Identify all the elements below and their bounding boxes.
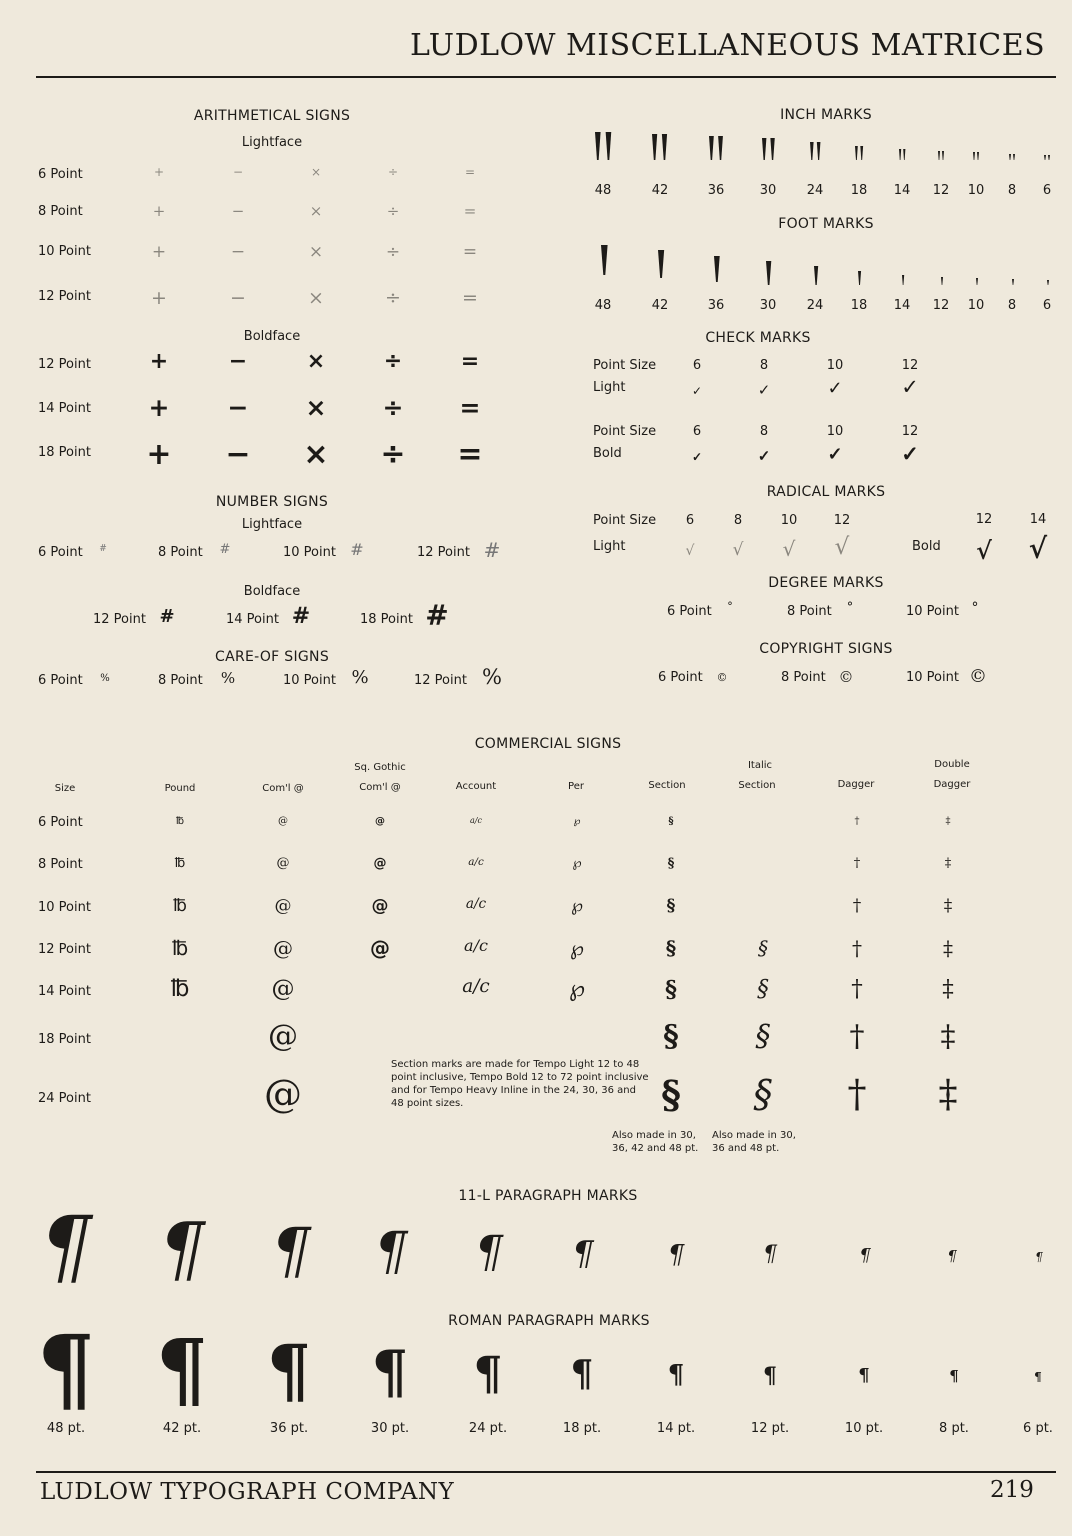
footer-rule <box>36 1471 1056 1473</box>
arith-bold-glyph: = <box>459 393 481 422</box>
number-bold-glyph: # <box>291 603 311 630</box>
inch-mark-size: 36 <box>707 183 725 198</box>
per-glyph: ℘ <box>568 975 586 1002</box>
inch-mark-glyph <box>898 149 906 160</box>
foot-mark-size: 24 <box>806 298 824 313</box>
arith-bold-glyph: × <box>305 393 327 422</box>
foot-mark-size: 48 <box>594 298 612 313</box>
foot-mark-glyph <box>901 275 905 285</box>
care-of-label: 12 Point <box>414 673 467 688</box>
page-number: 219 <box>990 1477 1034 1503</box>
arith-bold-glyph: ÷ <box>380 437 406 472</box>
arith-light-glyph: − <box>230 242 246 262</box>
arith-light-row-label: 6 Point <box>38 167 83 182</box>
care-of-glyph: % <box>100 672 110 684</box>
arith-bold-glyph: + <box>149 349 169 374</box>
number-light-label: 12 Point <box>417 545 470 560</box>
inch-mark-size: 30 <box>759 183 777 198</box>
copyright-glyph: © <box>969 666 987 687</box>
foot-mark-glyph <box>1046 280 1050 285</box>
double-dagger-glyph: ‡ <box>940 1019 956 1054</box>
coml-at-glyph: @ <box>268 1019 298 1054</box>
arith-bold-glyph: × <box>306 349 326 374</box>
inch-mark-size: 12 <box>932 183 950 198</box>
sq-gothic-at-glyph: @ <box>371 896 389 917</box>
foot-mark-size: 14 <box>893 298 911 313</box>
roman-paragraph-size: 10 pt. <box>844 1421 884 1436</box>
arith-light-glyph: ÷ <box>385 242 401 262</box>
paragraph-11l-glyph: ¶ <box>859 1244 871 1266</box>
inch-mark-glyph <box>809 142 821 160</box>
check-light-label: Light <box>593 380 626 395</box>
foot-mark-glyph <box>657 250 665 278</box>
foot-mark-glyph <box>940 277 944 285</box>
col-per: Per <box>568 781 584 792</box>
arith-bold-glyph: − <box>227 393 249 422</box>
arith-bold-glyph: ÷ <box>383 349 403 374</box>
radical-size: 10 <box>780 513 798 528</box>
paragraph-11l-glyph: ¶ <box>572 1233 594 1274</box>
section-glyph: § <box>668 816 674 827</box>
roman-paragraph-glyph: ¶ <box>1034 1369 1042 1384</box>
pound-glyph: ℔ <box>173 896 187 917</box>
col-italic-section: Section <box>738 780 776 791</box>
roman-paragraph-glyph: ¶ <box>266 1329 312 1412</box>
copyright-label: 10 Point <box>906 670 959 685</box>
coml-at-glyph: @ <box>274 896 292 917</box>
number-light-glyph: # <box>219 541 231 557</box>
inch-mark-size: 6 <box>1042 183 1052 198</box>
inch-mark-size: 48 <box>594 183 612 198</box>
radical-bold-glyph: √ <box>976 536 992 565</box>
arith-light-glyph: = <box>462 287 478 309</box>
arith-light-glyph: = <box>464 165 476 179</box>
col-pound: Pound <box>164 783 196 794</box>
number-light-label: 10 Point <box>283 545 336 560</box>
section-also-note: Also made in 30, 36, 42 and 48 pt. <box>612 1130 699 1154</box>
inch-mark-glyph <box>1043 155 1051 160</box>
inch-mark-size: 18 <box>850 183 868 198</box>
inch-marks-heading: INCH MARKS <box>780 107 872 123</box>
number-signs-heading: NUMBER SIGNS <box>215 494 329 510</box>
number-bold-label: 14 Point <box>226 612 279 627</box>
degree-glyph: ° <box>971 600 979 616</box>
arith-light-row-label: 12 Point <box>38 289 91 304</box>
roman-paragraph-glyph: ¶ <box>763 1362 777 1389</box>
roman-paragraph-size: 24 pt. <box>468 1421 508 1436</box>
header-rule <box>36 76 1056 78</box>
commercial-row-label: 12 Point <box>38 942 91 957</box>
foot-mark-size: 42 <box>651 298 669 313</box>
italic-also-note: Also made in 30, 36 and 48 pt. <box>712 1130 796 1154</box>
roman-paragraph-size: 48 pt. <box>46 1421 86 1436</box>
degree-label: 6 Point <box>667 604 712 619</box>
foot-mark-size: 18 <box>850 298 868 313</box>
radical-marks-heading: RADICAL MARKS <box>766 484 886 500</box>
sq-gothic-at-glyph: @ <box>370 936 390 960</box>
col-double-dagger: Dagger <box>933 779 971 790</box>
foot-mark-glyph <box>857 271 862 285</box>
number-signs-lightface-label: Lightface <box>241 517 303 532</box>
commercial-row-label: 14 Point <box>38 984 91 999</box>
number-light-label: 8 Point <box>158 545 203 560</box>
paragraph-11l-glyph: ¶ <box>763 1242 777 1268</box>
check-size: 6 <box>692 424 702 439</box>
copyright-signs-heading: COPYRIGHT SIGNS <box>759 641 893 657</box>
arith-light-glyph: − <box>231 202 245 220</box>
pound-glyph: ℔ <box>171 936 189 960</box>
roman-paragraph-size: 6 pt. <box>1023 1421 1053 1436</box>
inch-mark-size: 14 <box>893 183 911 198</box>
number-signs-boldface-label: Boldface <box>243 584 301 599</box>
care-of-label: 6 Point <box>38 673 83 688</box>
section-glyph: § <box>665 936 677 960</box>
dagger-glyph: † <box>849 1019 865 1054</box>
foot-mark-glyph <box>1011 279 1015 285</box>
radical-point-size-label: Point Size <box>593 513 657 528</box>
arith-light-glyph: + <box>153 165 165 179</box>
arith-light-glyph: − <box>230 287 246 309</box>
foot-mark-size: 8 <box>1007 298 1017 313</box>
foot-mark-glyph <box>713 256 721 282</box>
double-dagger-glyph: ‡ <box>938 1072 958 1117</box>
roman-paragraph-glyph: ¶ <box>858 1365 870 1387</box>
italic-section-glyph: § <box>755 1019 771 1054</box>
col-italic-top: Italic <box>747 760 773 771</box>
paragraph-11l-glyph: ¶ <box>667 1239 685 1270</box>
roman-paragraph-size: 8 pt. <box>939 1421 969 1436</box>
dagger-glyph: † <box>847 1072 867 1117</box>
care-of-heading: CARE-OF SIGNS <box>214 649 330 665</box>
radical-bold-size: 14 <box>1029 512 1047 527</box>
foot-mark-glyph <box>813 266 819 285</box>
roman-paragraph-size: 14 pt. <box>656 1421 696 1436</box>
arith-light-glyph: × <box>310 165 322 179</box>
roman-paragraph-heading: ROMAN PARAGRAPH MARKS <box>448 1313 650 1329</box>
arithmetical-heading: ARITHMETICAL SIGNS <box>193 108 351 124</box>
per-glyph: ℘ <box>570 936 584 960</box>
check-size: 12 <box>901 358 919 373</box>
account-glyph: a/c <box>465 896 487 913</box>
arith-bold-glyph: × <box>303 437 329 472</box>
italic-section-glyph: § <box>753 1072 773 1117</box>
roman-paragraph-glyph: ¶ <box>667 1360 685 1391</box>
arithmetical-lightface-label: Lightface <box>241 135 303 150</box>
arith-bold-glyph: = <box>457 437 483 472</box>
inch-mark-size: 24 <box>806 183 824 198</box>
radical-size: 6 <box>685 513 695 528</box>
footer-company: LUDLOW TYPOGRAPH COMPANY <box>40 1479 455 1505</box>
check-light-glyph: ✓ <box>901 375 919 399</box>
col-dagger: Dagger <box>837 779 875 790</box>
coml-at-glyph: @ <box>273 936 293 960</box>
col-size: Size <box>54 783 76 794</box>
radical-size: 8 <box>733 513 743 528</box>
check-point-size-label: Point Size <box>593 424 657 439</box>
care-of-glyph: % <box>220 669 236 688</box>
inch-mark-glyph <box>972 152 980 160</box>
col-coml-at: Com'l @ <box>262 783 304 794</box>
dagger-glyph: † <box>852 896 862 917</box>
paragraph-11l-glyph: ¶ <box>159 1207 205 1292</box>
roman-paragraph-size: 18 pt. <box>562 1421 602 1436</box>
arith-light-glyph: + <box>152 202 166 220</box>
care-of-glyph: % <box>482 665 502 689</box>
coml-at-glyph: @ <box>271 975 295 1002</box>
italic-section-glyph: § <box>758 936 768 960</box>
copyright-glyph: © <box>716 670 728 684</box>
arith-light-glyph: − <box>232 165 244 179</box>
arith-bold-row-label: 12 Point <box>38 357 91 372</box>
arith-light-row-label: 10 Point <box>38 244 91 259</box>
sq-gothic-at-glyph: @ <box>375 816 385 827</box>
section-glyph: § <box>667 855 675 871</box>
roman-paragraph-size: 30 pt. <box>370 1421 410 1436</box>
check-bold-glyph: ✓ <box>691 450 703 464</box>
coml-at-glyph: @ <box>276 855 290 871</box>
foot-marks-heading: FOOT MARKS <box>778 216 874 232</box>
check-size: 12 <box>901 424 919 439</box>
degree-label: 10 Point <box>906 604 959 619</box>
degree-glyph: ° <box>846 600 854 615</box>
inch-mark-glyph <box>854 146 864 160</box>
page-title: LUDLOW MISCELLANEOUS MATRICES <box>410 28 1046 63</box>
foot-mark-size: 12 <box>932 298 950 313</box>
arith-bold-glyph: = <box>460 349 480 374</box>
paragraph-11l-heading: 11-L PARAGRAPH MARKS <box>458 1188 638 1204</box>
degree-label: 8 Point <box>787 604 832 619</box>
pound-glyph: ℔ <box>170 975 190 1002</box>
arith-bold-glyph: + <box>146 437 172 472</box>
arith-light-glyph: ÷ <box>386 202 400 220</box>
commercial-row-label: 6 Point <box>38 815 83 830</box>
col-account: Account <box>455 781 497 792</box>
per-glyph: ℘ <box>571 896 583 917</box>
arith-light-glyph: ÷ <box>385 287 401 309</box>
roman-paragraph-size: 36 pt. <box>269 1421 309 1436</box>
double-dagger-glyph: ‡ <box>945 816 951 827</box>
check-bold-glyph: ✓ <box>757 447 771 465</box>
radical-light-label: Light <box>593 539 626 554</box>
copyright-label: 6 Point <box>658 670 703 685</box>
col-double-top: Double <box>934 759 970 770</box>
roman-paragraph-size: 12 pt. <box>750 1421 790 1436</box>
commercial-row-label: 8 Point <box>38 857 83 872</box>
check-size: 8 <box>759 358 769 373</box>
paragraph-11l-glyph: ¶ <box>374 1221 408 1282</box>
degree-glyph: ° <box>727 600 733 613</box>
arith-light-glyph: = <box>463 202 477 220</box>
check-light-glyph: ✓ <box>827 378 843 399</box>
inch-mark-glyph <box>594 132 612 160</box>
commercial-signs-heading: COMMERCIAL SIGNS <box>474 736 622 752</box>
roman-paragraph-glyph: ¶ <box>36 1314 96 1423</box>
arith-bold-glyph: ÷ <box>382 393 404 422</box>
number-bold-glyph: # <box>159 606 175 627</box>
account-glyph: a/c <box>470 816 482 825</box>
arith-light-glyph: × <box>309 202 323 220</box>
arith-light-glyph: × <box>308 242 324 262</box>
inch-mark-glyph <box>1008 154 1016 160</box>
arith-bold-glyph: + <box>148 393 170 422</box>
roman-paragraph-glyph: ¶ <box>371 1338 409 1407</box>
number-light-glyph: # <box>350 540 364 559</box>
care-of-glyph: % <box>351 667 369 689</box>
dagger-glyph: † <box>851 975 863 1002</box>
radical-bold-size: 12 <box>975 512 993 527</box>
per-glyph: ℘ <box>572 855 582 871</box>
foot-mark-glyph <box>600 245 609 275</box>
foot-mark-size: 6 <box>1042 298 1052 313</box>
foot-mark-glyph <box>765 261 772 285</box>
check-size: 10 <box>826 424 844 439</box>
roman-paragraph-size: 42 pt. <box>162 1421 202 1436</box>
check-bold-glyph: ✓ <box>901 441 919 466</box>
inch-mark-size: 8 <box>1007 183 1017 198</box>
arith-light-row-label: 8 Point <box>38 204 83 219</box>
arithmetical-boldface-label: Boldface <box>243 329 301 344</box>
roman-paragraph-glyph: ¶ <box>949 1367 959 1385</box>
inch-mark-size: 42 <box>651 183 669 198</box>
arith-bold-row-label: 14 Point <box>38 401 91 416</box>
radical-size: 12 <box>833 513 851 528</box>
double-dagger-glyph: ‡ <box>944 855 952 871</box>
arith-light-glyph: = <box>462 242 478 262</box>
double-dagger-glyph: ‡ <box>943 896 953 917</box>
number-bold-label: 12 Point <box>93 612 146 627</box>
section-glyph: § <box>661 1072 681 1118</box>
foot-mark-size: 36 <box>707 298 725 313</box>
double-dagger-glyph: ‡ <box>943 936 953 960</box>
number-light-glyph: # <box>99 543 107 554</box>
radical-light-glyph: √ <box>732 540 744 560</box>
paragraph-11l-glyph: ¶ <box>271 1213 311 1287</box>
roman-paragraph-glyph: ¶ <box>570 1353 594 1396</box>
radical-light-glyph: √ <box>782 537 796 561</box>
col-sq-gothic: Com'l @ <box>359 782 401 793</box>
check-size: 6 <box>692 358 702 373</box>
section-glyph: § <box>663 1019 679 1054</box>
foot-mark-size: 30 <box>759 298 777 313</box>
inch-mark-glyph <box>937 151 945 160</box>
account-glyph: a/c <box>468 855 484 868</box>
arith-bold-glyph: − <box>225 437 251 472</box>
check-light-glyph: ✓ <box>691 384 703 398</box>
radical-light-glyph: √ <box>834 534 850 560</box>
account-glyph: a/c <box>464 936 488 955</box>
check-bold-glyph: ✓ <box>827 444 843 465</box>
degree-marks-heading: DEGREE MARKS <box>768 575 884 591</box>
radical-bold-glyph: √ <box>1028 532 1048 565</box>
per-glyph: ℘ <box>573 816 581 827</box>
double-dagger-glyph: ‡ <box>942 975 954 1002</box>
check-bold-label: Bold <box>593 446 622 461</box>
copyright-label: 8 Point <box>781 670 826 685</box>
roman-paragraph-glyph: ¶ <box>473 1346 503 1401</box>
commercial-row-label: 18 Point <box>38 1032 91 1047</box>
inch-mark-glyph <box>761 138 776 160</box>
dagger-glyph: † <box>853 855 861 871</box>
inch-mark-glyph <box>651 134 668 160</box>
paragraph-11l-glyph: ¶ <box>947 1246 957 1265</box>
inch-mark-glyph <box>708 136 724 160</box>
arith-bold-row-label: 18 Point <box>38 445 91 460</box>
pound-glyph: ℔ <box>174 855 186 871</box>
coml-at-glyph: @ <box>278 816 288 827</box>
arith-light-glyph: ÷ <box>387 165 399 179</box>
section-glyph: § <box>664 975 678 1003</box>
arith-bold-glyph: − <box>228 349 248 374</box>
number-bold-glyph: # <box>425 599 449 633</box>
inch-mark-size: 10 <box>967 183 985 198</box>
check-point-size-label: Point Size <box>593 358 657 373</box>
number-light-label: 6 Point <box>38 545 83 560</box>
dagger-glyph: † <box>854 816 860 827</box>
number-bold-label: 18 Point <box>360 612 413 627</box>
pound-glyph: ℔ <box>175 816 185 827</box>
paragraph-11l-glyph: ¶ <box>475 1226 503 1278</box>
coml-at-glyph: @ <box>264 1072 302 1117</box>
foot-mark-size: 10 <box>967 298 985 313</box>
radical-light-glyph: √ <box>685 543 695 559</box>
roman-paragraph-glyph: ¶ <box>155 1321 209 1418</box>
paragraph-11l-glyph: ¶ <box>1035 1249 1043 1264</box>
italic-section-glyph: § <box>757 975 769 1002</box>
check-size: 8 <box>759 424 769 439</box>
col-section: Section <box>648 780 686 791</box>
care-of-label: 8 Point <box>158 673 203 688</box>
check-light-glyph: ✓ <box>757 381 771 399</box>
commercial-row-label: 24 Point <box>38 1091 91 1106</box>
col-sq-gothic-top: Sq. Gothic <box>354 762 406 773</box>
check-marks-heading: CHECK MARKS <box>705 330 811 346</box>
copyright-glyph: © <box>838 668 854 686</box>
number-light-glyph: # <box>483 538 501 562</box>
arith-light-glyph: × <box>308 287 324 309</box>
section-note: Section marks are made for Tempo Light 12 to 48 point inclusive, Tempo Bold 12 to 72 point inclusive and for Tempo Heavy Inline in the 24, 30, 36 and 48 point sizes. <box>391 1059 649 1109</box>
paragraph-11l-glyph: ¶ <box>39 1200 93 1296</box>
dagger-glyph: † <box>852 936 862 960</box>
sq-gothic-at-glyph: @ <box>373 855 387 871</box>
commercial-row-label: 10 Point <box>38 900 91 915</box>
care-of-label: 10 Point <box>283 673 336 688</box>
radical-bold-label: Bold <box>912 539 941 554</box>
foot-mark-glyph <box>975 278 979 285</box>
arith-light-glyph: + <box>151 287 167 309</box>
account-glyph: a/c <box>462 975 490 997</box>
section-glyph: § <box>666 896 676 917</box>
check-size: 10 <box>826 358 844 373</box>
arith-light-glyph: + <box>151 242 167 262</box>
